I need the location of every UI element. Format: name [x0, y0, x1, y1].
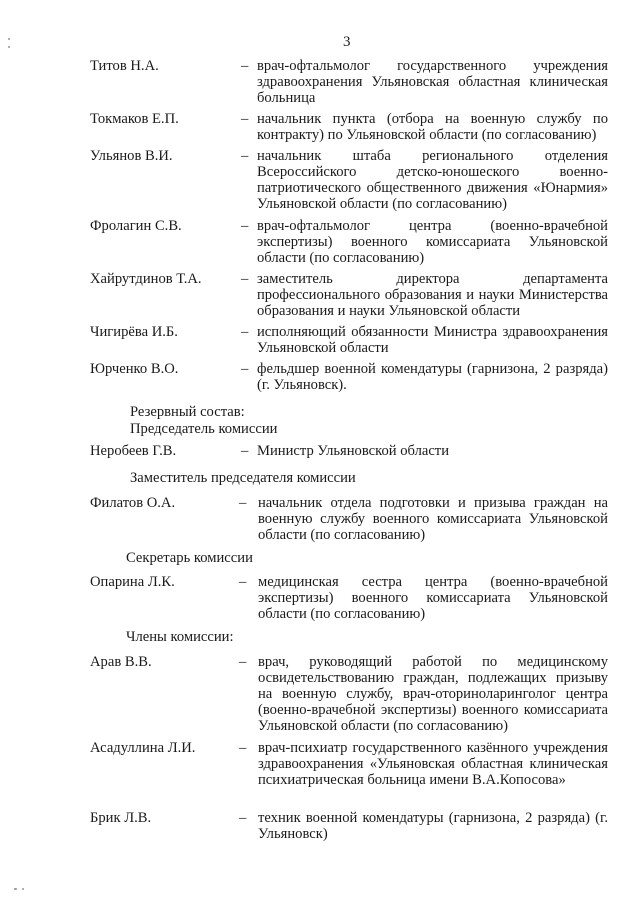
dash: –: [239, 654, 247, 670]
member-position: техник военной комендатуры (гарнизона, 2 разряда) (г. Ульяновск): [258, 810, 608, 842]
chair-heading: Председатель комиссии: [130, 421, 278, 437]
member-name: Юрченко В.О.: [90, 361, 179, 377]
scan-speck: [22, 888, 24, 890]
scan-speck: [8, 38, 10, 40]
member-name: Ульянов В.И.: [90, 148, 173, 164]
member-position: врач-офтальмолог государственного учреждения здравоохранения Ульяновская областная клиническая больница: [257, 58, 608, 106]
member-name: Фролагин С.В.: [90, 218, 182, 234]
scan-speck: [14, 888, 17, 890]
reserve-heading: Резервный состав:: [130, 404, 245, 420]
chair-position: Министр Ульяновской области: [257, 443, 449, 459]
member-position: начальник пункта (отбора на военную службу по контракту) по Ульяновской области (по согласованию): [257, 111, 608, 143]
dash: –: [241, 271, 249, 287]
dash: –: [239, 740, 247, 756]
members-heading: Члены комиссии:: [126, 629, 234, 645]
dash: –: [241, 111, 249, 127]
member-name: Титов Н.А.: [90, 58, 159, 74]
member-name: Асадуллина Л.И.: [90, 740, 196, 756]
deputy-heading: Заместитель председателя комиссии: [130, 470, 356, 486]
dash: –: [239, 495, 247, 511]
secretary-position: медицинская сестра центра (военно-врачебной экспертизы) военного комиссариата Ульяновской области (по согласованию): [258, 574, 608, 622]
dash: –: [241, 324, 249, 340]
dash: –: [241, 218, 249, 234]
deputy-position: начальник отдела подготовки и призыва граждан на военную службу военного комиссариата Ульяновской области (по согласованию): [258, 495, 608, 543]
member-position: врач, руководящий работой по медицинскому освидетельствованию граждан, подлежащих призыву на военную службу, врач-оториноларинголог центра (военно-врачебной экспертизы) военного комиссариата Ульяновской области (по согласованию): [258, 654, 608, 734]
member-position: фельдшер военной комендатуры (гарнизона, 2 разряда) (г. Ульяновск).: [257, 361, 608, 393]
secretary-heading: Секретарь комиссии: [126, 550, 253, 566]
dash: –: [239, 810, 247, 826]
page-number: 3: [343, 34, 351, 50]
dash: –: [239, 574, 247, 590]
member-position: заместитель директора департамента профессионального образования и науки Министерства образования и науки Ульяновской области: [257, 271, 608, 319]
member-position: исполняющий обязанности Министра здравоохранения Ульяновской области: [257, 324, 608, 356]
dash: –: [241, 58, 249, 74]
dash: –: [241, 148, 249, 164]
member-name: Брик Л.В.: [90, 810, 152, 826]
member-name: Токмаков Е.П.: [90, 111, 179, 127]
member-name: Хайрутдинов Т.А.: [90, 271, 202, 287]
member-name: Арав В.В.: [90, 654, 152, 670]
member-position: врач-психиатр государственного казённого учреждения здравоохранения «Ульяновская областная клиническая психиатрическая больница имени В.А.Копосова»: [258, 740, 608, 788]
member-name: Чигирёва И.Б.: [90, 324, 178, 340]
chair-name: Неробеев Г.В.: [90, 443, 177, 459]
deputy-name: Филатов О.А.: [90, 495, 176, 511]
secretary-name: Опарина Л.К.: [90, 574, 175, 590]
dash: –: [241, 361, 249, 377]
member-position: врач-офтальмолог центра (военно-врачебной экспертизы) военного комиссариата Ульяновской области (по согласованию): [257, 218, 608, 266]
scan-speck: [8, 46, 10, 48]
dash: –: [241, 443, 249, 459]
member-position: начальник штаба регионального отделения Всероссийского детско-юношеского военно-патриотического общественного движения «Юнармия» Ульяновской области (по согласованию): [257, 148, 608, 212]
